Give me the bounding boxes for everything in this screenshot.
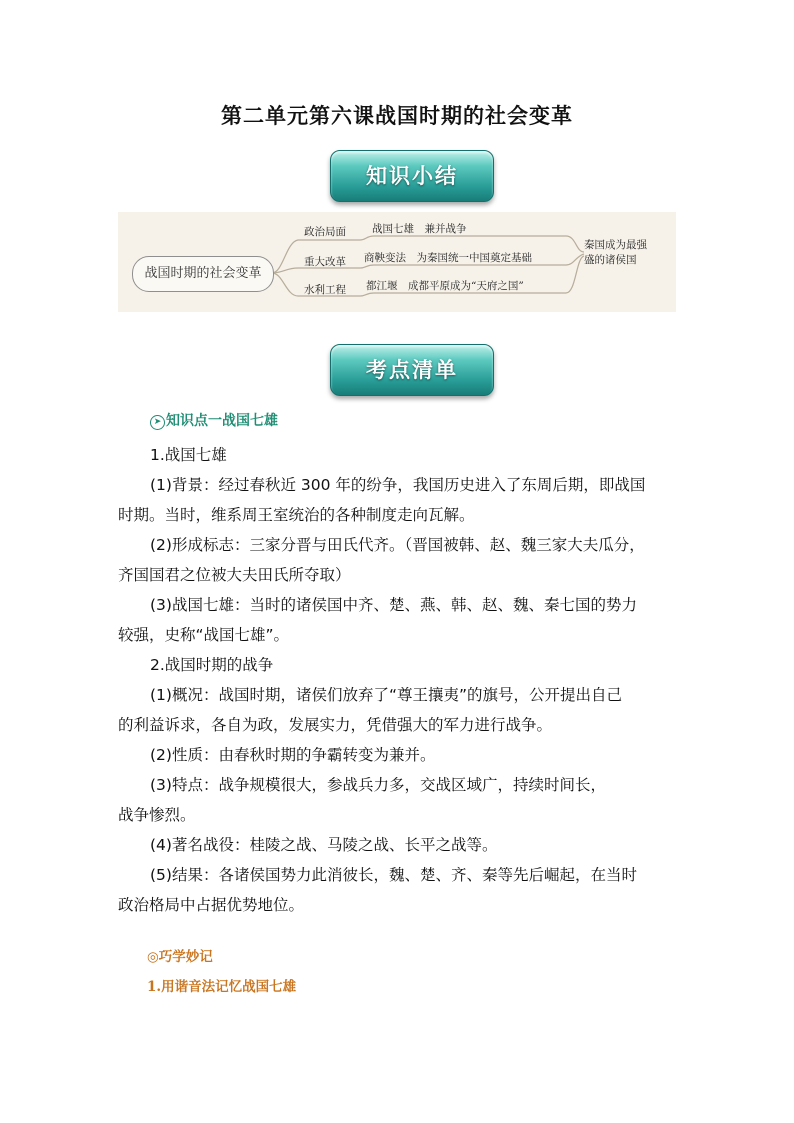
connector-content-1 [360,236,566,240]
connector-result-1 [566,236,584,252]
circled-arrow-icon: ➤ [150,415,165,430]
mind-map [118,212,676,312]
content-body [118,440,678,920]
branch-content-politics: 战国七雄 兼并战争 [372,223,467,235]
section-heading-text: 知识点一战国七雄 [166,413,278,429]
connector-content-2 [360,265,566,268]
connector-content-3 [360,293,566,296]
paragraph: (1)背景：经过春秋近 300 年的纷争，我国历史进入了东周后期，即战国 时期。当时，维系周王室统治的各种制度走向瓦解。 [118,476,646,524]
result-line-1: 秦国成为最强 [584,239,647,251]
mnemonic-title: ◎巧学妙记 [147,949,213,965]
paragraph: (2)性质：由春秋时期的争霸转变为兼并。 [150,746,436,764]
page-title: 第二单元第六课战国时期的社会变革 [221,104,573,128]
paragraph: (2)形成标志：三家分晋与田氏代齐。（晋国被韩、赵、魏三家大夫瓜分， 齐国国君之位被大夫田氏所夺取） [118,536,645,584]
paragraph: (5)结果：各诸侯国势力此消彼长，魏、楚、齐、秦等先后崛起，在当时 政治格局中占据优势地位。 [118,866,637,914]
result-line-2: 盛的诸侯国 [584,254,637,266]
branch-label-politics: 政治局面 [304,226,346,238]
branch-content-reform: 商鞅变法 为秦国统一中国奠定基础 [364,252,532,264]
connector-result-3 [566,256,584,293]
paragraph: (4)著名战役：桂陵之战、马陵之战、长平之战等。 [150,836,498,854]
paragraph: 1.战国七雄 [150,446,227,464]
paragraph: (3)特点：战争规模很大，参战兵力多，交战区域广，持续时间长， 战争惨烈。 [118,776,606,824]
checklist-banner: 考点清单 [330,344,494,396]
section-heading [150,410,278,430]
paragraph: (1)概况：战国时期，诸侯们放弃了“尊王攘夷”的旗号，公开提出自己 的利益诉求，各自为政，发展实力，凭借强大的军力进行战争。 [118,686,623,734]
mind-map-root: 战国时期的社会变革 [132,256,274,292]
mnemonic-item: 1.用谐音法记忆战国七雄 [147,979,297,995]
summary-banner: 知识小结 [330,150,494,202]
paragraph: 2.战国时期的战争 [150,656,274,674]
branch-label-reform: 重大改革 [304,256,346,268]
paragraph: (3)战国七雄：当时的诸侯国中齐、楚、燕、韩、赵、魏、秦七国的势力 较强，史称“战国七雄”。 [118,596,637,644]
branch-content-irrigation: 都江堰 成都平原成为“天府之国” [366,280,524,292]
branch-label-irrigation: 水利工程 [304,284,346,296]
